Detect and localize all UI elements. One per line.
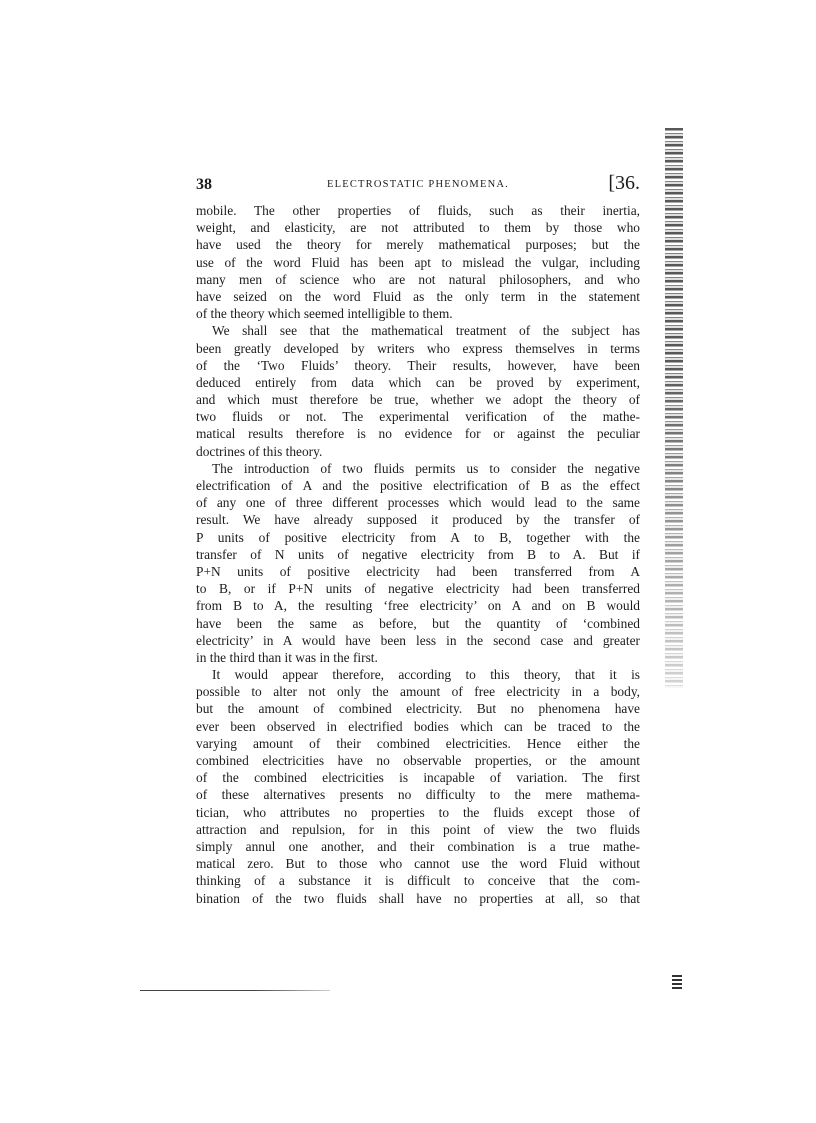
text-line: and which must therefore be true, whether we adopt the theory of <box>196 392 640 408</box>
page-edge-scan-fade <box>665 360 683 690</box>
text-line: ever been observed in electrified bodies which can be traced to the <box>196 718 640 734</box>
text-line: P+N units of positive electricity had been transferred from A <box>196 563 640 579</box>
text-line: electrification of A and the positive electrification of B as the effect <box>196 478 640 493</box>
text-line: result. We have already supposed it produced by the transfer of <box>196 512 640 528</box>
text-line: possible to alter not only the amount of free electricity in a body, <box>196 684 640 700</box>
text-line: bination of the two fluids shall have no properties at all, so that <box>196 890 640 906</box>
text-line: many men of science who are not natural philosophers, and who <box>196 271 640 287</box>
text-line: from B to A, the resulting ‘free electricity’ on A and on B would <box>196 598 640 614</box>
text-line: attraction and repulsion, for in this point of view the two fluids <box>196 821 640 837</box>
text-line: doctrines of this theory. <box>196 443 323 459</box>
text-line: deduced entirely from data which can be proved by experiment, <box>196 374 640 390</box>
text-line: have used the theory for merely mathematical purposes; but the <box>196 237 640 253</box>
text-line: The introduction of two fluids permits us to consider the negative <box>212 460 640 476</box>
text-line: have seized on the word Fluid as the only term in the statement <box>196 288 640 304</box>
text-line: matical zero. But to those who cannot use the word Fluid without <box>196 856 640 872</box>
text-line: weight, and elasticity, are not attributed to them by those who <box>196 220 640 236</box>
text-line: of the ‘Two Fluids’ theory. Their results, however, have been <box>196 357 640 373</box>
text-line: It would appear therefore, according to this theory, that it is <box>212 667 640 683</box>
text-line: to B, or if P+N units of negative electricity had been transferred <box>196 581 640 597</box>
article-reference: [36. <box>608 172 640 194</box>
page-edge-mark <box>672 975 682 989</box>
text-line: in the third than it was in the first. <box>196 649 378 665</box>
text-line: P units of positive electricity from A to B, together with the <box>196 529 640 545</box>
text-line: of the theory which seemed intelligible to them. <box>196 306 453 322</box>
body-text <box>196 202 640 907</box>
text-line: thinking of a substance it is difficult to conceive that the com- <box>196 873 640 889</box>
text-line: We shall see that the mathematical treatment of the subject has <box>212 323 640 339</box>
footer-rule <box>140 990 330 991</box>
running-title: ELECTROSTATIC PHENOMENA. <box>327 179 509 190</box>
text-line: been greatly developed by writers who express themselves in terms <box>196 340 640 356</box>
text-line: but the amount of combined electricity. But no phenomena have <box>196 701 640 717</box>
text-line: transfer of N units of negative electricity from B to A. But if <box>196 546 640 562</box>
text-line: of the combined electricities is incapable of variation. The first <box>196 770 640 786</box>
running-head <box>196 172 640 198</box>
text-line: use of the word Fluid has been apt to mislead the vulgar, including <box>196 254 640 270</box>
text-line: simply annul one another, and their combination is a true mathe- <box>196 838 640 854</box>
text-line: two fluids or not. The experimental verification of the mathe- <box>196 409 640 425</box>
text-line: combined electricities have no observable properties, or the amount <box>196 753 640 768</box>
text-line: tician, who attributes no properties to the fluids except those of <box>196 804 640 820</box>
text-line: of any one of three different processes which would lead to the same <box>196 495 640 511</box>
text-line: matical results therefore is no evidence for or against the peculiar <box>196 426 640 442</box>
text-line: have been the same as before, but the quantity of ‘combined <box>196 615 640 631</box>
text-line: varying amount of their combined electricities. Hence either the <box>196 735 640 751</box>
text-line: electricity’ in A would have been less in the second case and greater <box>196 632 640 648</box>
text-line: mobile. The other properties of fluids, such as their inertia, <box>196 203 640 218</box>
page-number: 38 <box>196 176 212 193</box>
text-line: of these alternatives presents no difficulty to the mere mathema- <box>196 787 640 803</box>
